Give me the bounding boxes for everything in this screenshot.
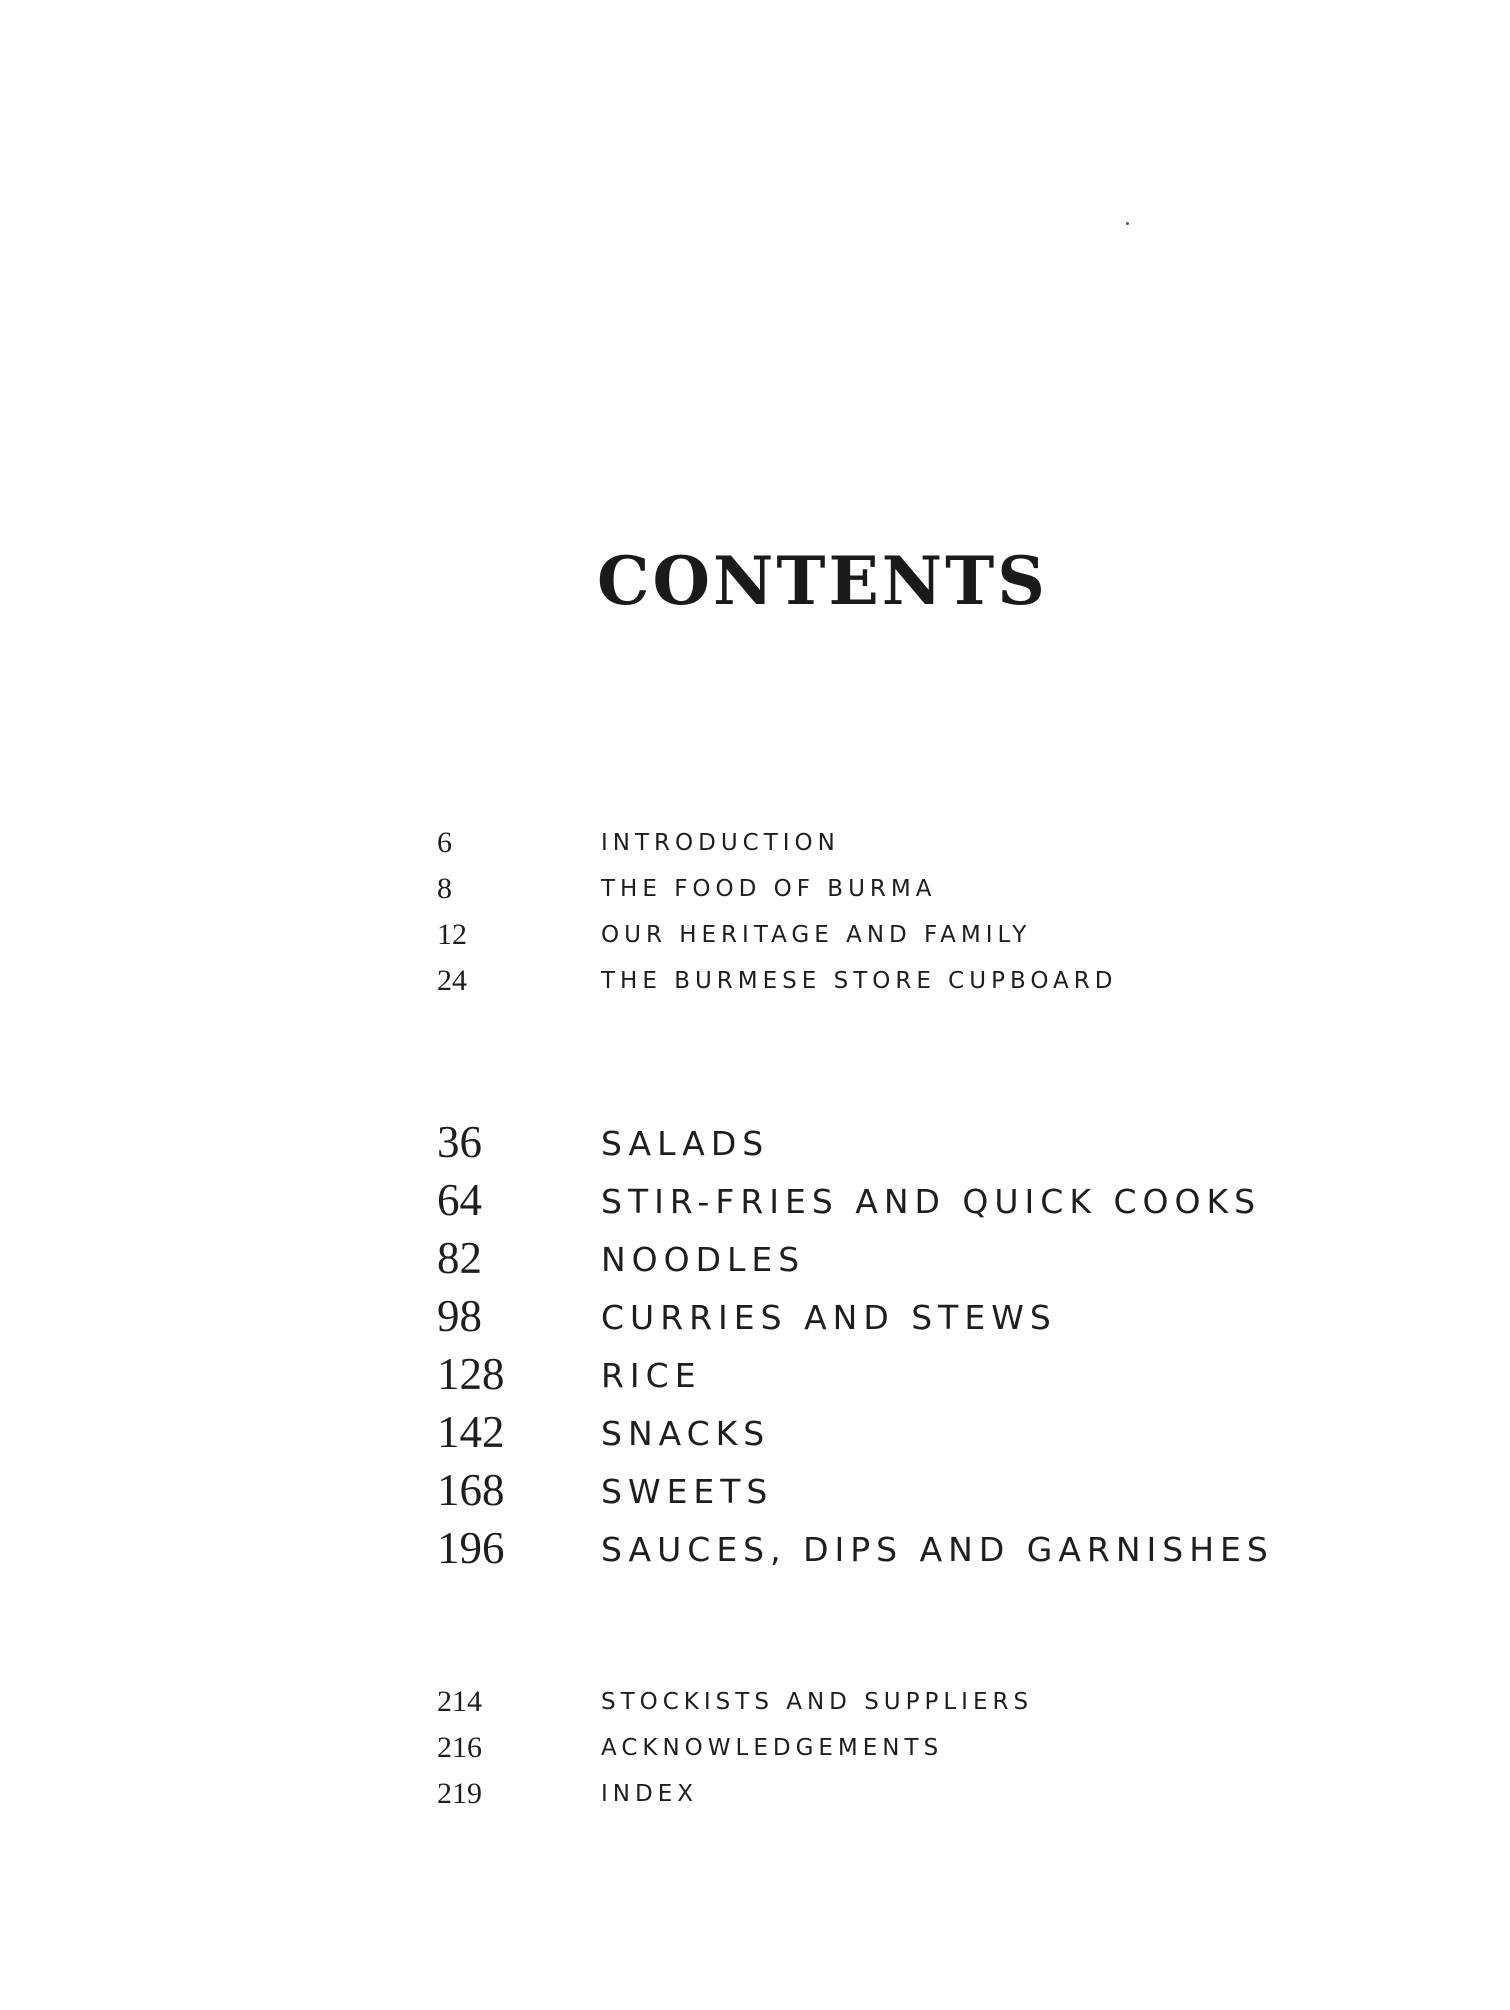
toc-page-number: 128 xyxy=(437,1349,505,1399)
toc-chapter-label: SWEETS xyxy=(601,1472,774,1511)
toc-entry-label: OUR HERITAGE AND FAMILY xyxy=(601,922,1032,948)
toc-page-number: 8 xyxy=(437,872,452,905)
toc-chapter[interactable] xyxy=(0,1348,1510,1406)
toc-entry[interactable] xyxy=(0,1777,1510,1823)
toc-chapter[interactable] xyxy=(0,1522,1510,1580)
toc-page-number: 12 xyxy=(437,918,467,951)
toc-page-number: 24 xyxy=(437,964,467,997)
toc-chapter[interactable] xyxy=(0,1232,1510,1290)
toc-chapter-label: SNACKS xyxy=(601,1414,771,1453)
toc-page-number: 214 xyxy=(437,1685,482,1718)
toc-entry[interactable] xyxy=(0,872,1510,918)
toc-entry[interactable] xyxy=(0,1685,1510,1731)
toc-page-number: 36 xyxy=(437,1117,482,1167)
toc-chapter-label: STIR-FRIES AND QUICK COOKS xyxy=(601,1182,1262,1221)
toc-chapter-label: CURRIES AND STEWS xyxy=(601,1298,1057,1337)
toc-chapter[interactable] xyxy=(0,1174,1510,1232)
toc-page-number: 142 xyxy=(437,1407,505,1457)
toc-page-number: 64 xyxy=(437,1175,482,1225)
toc-entry-label: ACKNOWLEDGEMENTS xyxy=(601,1735,944,1761)
toc-chapter[interactable] xyxy=(0,1290,1510,1348)
toc-page-number: 216 xyxy=(437,1731,482,1764)
toc-page-number: 168 xyxy=(437,1465,505,1515)
page-title: CONTENTS xyxy=(597,542,1048,620)
toc-entry[interactable] xyxy=(0,1731,1510,1777)
toc-entry-label: THE BURMESE STORE CUPBOARD xyxy=(601,968,1118,994)
toc-entry[interactable] xyxy=(0,918,1510,964)
toc-back-matter xyxy=(0,1685,1510,1823)
toc-page-number: 98 xyxy=(437,1291,482,1341)
toc-entry[interactable] xyxy=(0,826,1510,872)
toc-chapter-label: NOODLES xyxy=(601,1240,806,1279)
toc-page-number: 6 xyxy=(437,826,452,859)
toc-chapter-label: SAUCES, DIPS AND GARNISHES xyxy=(601,1530,1274,1569)
toc-chapter[interactable] xyxy=(0,1406,1510,1464)
toc-entry-label: STOCKISTS AND SUPPLIERS xyxy=(601,1689,1034,1715)
toc-page-number: 82 xyxy=(437,1233,482,1283)
toc-front-matter xyxy=(0,826,1510,1010)
toc-entry-label: THE FOOD OF BURMA xyxy=(601,876,937,902)
toc-page-number: 196 xyxy=(437,1523,505,1573)
toc-chapter-label: RICE xyxy=(601,1356,702,1395)
toc-chapter[interactable] xyxy=(0,1116,1510,1174)
toc-entry-label: INTRODUCTION xyxy=(601,830,840,856)
toc-chapters xyxy=(0,1116,1510,1580)
print-speck xyxy=(1126,222,1129,225)
toc-chapter[interactable] xyxy=(0,1464,1510,1522)
toc-chapter-label: SALADS xyxy=(601,1124,770,1163)
toc-entry-label: INDEX xyxy=(601,1781,698,1807)
toc-page-number: 219 xyxy=(437,1777,482,1810)
toc-entry[interactable] xyxy=(0,964,1510,1010)
